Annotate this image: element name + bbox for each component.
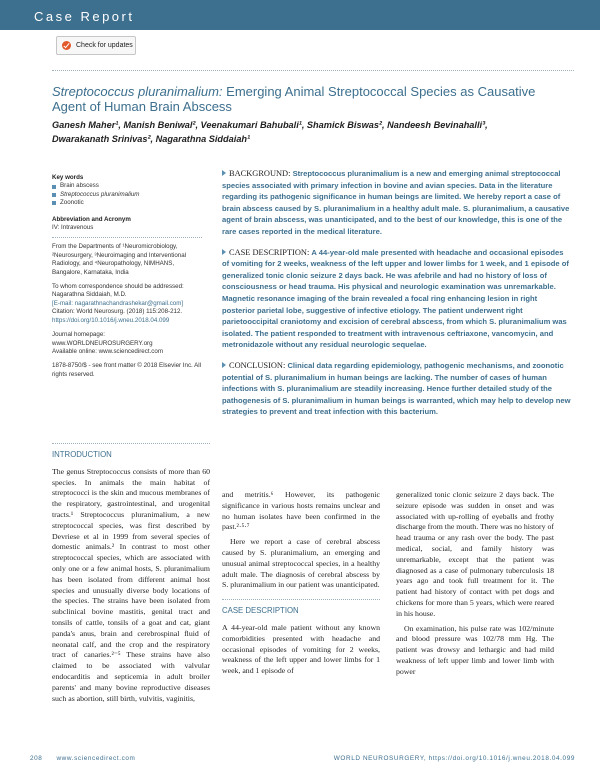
bullet-icon [52,193,56,197]
page-number: 208 [30,755,43,762]
authors-line-2: Dwarakanath Srinivas², Nagarathna Siddaiah¹ [52,134,251,144]
abbreviations-heading: Abbreviation and Acronym [52,215,131,223]
journal-homepage[interactable]: Journal homepage: www.WORLDNEUROSURGERY.org [52,331,153,347]
paragraph: A 44-year-old male patient without any known comorbidities presented with headache and occasional episodes of vomiting for 2 weeks, weakness of the left upper and lower limbs for 1 week, and 1 episode of [222,622,380,676]
abstract [222,168,572,427]
article-sidebar [52,172,202,379]
keyword-item: Brain abscess [52,182,202,190]
author-list [52,118,572,146]
correspondence: To whom correspondence should be addressed: Nagarathna Siddaiah, M.D. [52,283,184,299]
check-updates-label: Check for updates [76,42,133,49]
paragraph: Here we report a case of cerebral abscess caused by S. pluranimalium, an emerging and unusual animal streptococcal species, in a healthy adult male. The diagnosis of cerebral abscess by S. pluranimalium in our patient was unanticipated. [222,537,380,590]
sidebar-divider [52,237,202,238]
keywords-heading: Key words [52,174,84,181]
introduction-heading: INTRODUCTION [52,450,112,459]
bullet-icon [52,185,56,189]
keyword-item: Streptococcus pluranimalium [52,191,202,199]
doi-link[interactable]: https://doi.org/10.1016/j.wneu.2018.04.099 [52,316,170,324]
title-divider [52,70,574,71]
column-2 [222,490,380,681]
citation: Citation: World Neurosurg. (2018) 115:208-212. [52,308,183,316]
copyright-notice: 1878-8750/$ - see front matter © 2018 Elsevier Inc. All rights reserved. [52,362,202,378]
section-header-bar [0,0,600,30]
triangle-icon [222,362,226,368]
page-footer [30,755,575,762]
affiliations: From the Departments of ¹Neuromicrobiology, ²Neurosurgery, ³Neuroimaging and Interventional Radiology, and ⁴Neuropathology, NIMHANS, Bangalore, Karnataka, India [52,243,187,276]
abstract-background: BACKGROUND: Streptococcus pluranimalium is a new and emerging animal streptococcal species associated with primary infection in bovine and avian species. Data in the literature regarding its pathogenic significance in human beings are limited. We hereby report a case of brain abscess caused by S. pluranimalium in a healthy adult male. S. pluranimalium, a causative agent of brain abscess, was unanticipated, and to the best of our knowledge, this is one of the rare cases reported in the medical literature. [222,169,570,236]
available-online[interactable]: Available online: www.sciencedirect.com [52,347,163,355]
abstract-case: CASE DESCRIPTION: A 44-year-old male presented with headache and occasional episodes of vomiting for 2 weeks, weakness of the left upper and lower limbs for 1 week, and 1 episode of generalized tonic clonic seizure 2 days back. He was afebrile and had no history of loss of consciousness or head trauma. His physical and neurologic examination was unremarkable. Magnetic resonance imaging of the brain revealed a focal ring enhancing lesion in right posterior parietal lobe, suggestive of infective etiology. The patient underwent right parietooccipital craniotomy and excision of cerebral abscess, from which S. pluranimalium was isolated. The patient responded to treatment with intravenous ceftriaxone, vancomycin, and metronidazole without any residual neurologic sequelae. [222,247,569,350]
authors-line-1: Ganesh Maher¹, Manish Beniwal², Veenakumari Bahubali¹, Shamick Biswas², Nandeesh Bevinahalli³, [52,120,488,130]
section-divider [52,443,210,444]
paragraph: and metritis.⁶ However, its pathogenic significance in various hosts remains unclear and no human isolates have been confirmed in the past.²·⁵·⁷ [222,490,380,532]
abbreviation-item: IV: Intravenous [52,224,94,232]
triangle-icon [222,249,226,255]
check-updates-icon [62,41,71,50]
footer-site-link[interactable]: www.sciencedirect.com [56,755,136,762]
section-divider [222,599,380,600]
paragraph: On examination, his pulse rate was 102/minute and blood pressure was 102/78 mm Hg. The patient was drowsy and lethargic and had mild weakness of left upper limb and lower limb with power [396,623,554,676]
column-1 [52,443,210,708]
title-species: Streptococcus pluranimalium: [52,84,223,99]
article-title [52,84,572,114]
triangle-icon [222,170,226,176]
title-rest: Emerging Animal Streptococcal Species as Causative Agent of Human Brain Abscess [52,84,536,114]
abstract-conclusion: CONCLUSION: Clinical data regarding epidemiology, pathogenic mechanisms, and zoonotic potential of S. pluranimalium in human beings are lacking. The number of cases of human infections with S. pluranimalium are steadily increasing. Hence further detailed study of the pathogenesis of S. pluranimalium in human beings is warranted, which may help to develop new strategies to prevent and treat infection with this bacterium. [222,360,571,417]
keyword-item: Zoonotic [52,199,202,207]
introduction-paragraph: The genus Streptococcus consists of more than 60 species. In animals the main habitat of streptococci is the skin and mucous membranes of the respiratory, gastrointestinal, and urogenital tracts.¹ Streptococcus pluranimalium, a new streptococcal species, was first described by Devriese et al in 1999 from several species of domestic animals.² In contrast to most other streptococcal species, which are associated with only one or a few animal hosts, S. pluranimalium has been isolated from different animal host species and unusually diverse body locations of the species. The strains have been isolated from subclinical bovine mastitis, genital tract and tonsils of cattle, tonsils of a goat and cat, giant panda's anus, brain and cerebrospinal fluid of neonatal calf, and the crop and the respiratory tract of canaries.²⁻⁵ These strains have also claimed to be associated with valvular endocarditis and septicemia in adult broiler parents' and many bovine reproductive diseases such as abortion, still birth, vulvitis, vaginitis, [52,466,210,703]
section-label: Case Report [34,9,135,24]
footer-journal: WORLD NEUROSURGERY, https://doi.org/10.1016/j.wneu.2018.04.099 [333,755,575,762]
case-description-heading: CASE DESCRIPTION [222,606,299,616]
column-3 [396,490,554,682]
bullet-icon [52,201,56,205]
paragraph: generalized tonic clonic seizure 2 days back. The seizure episode was sudden in onset and was associated with up-rolling of eyeballs and frothy discharge from the mouth. There was no history of head trauma or any rash over the body. The past medical, social, and family history was unremarkable, except that the patient was diagnosed as a case of pulmonary tuberculosis 18 years ago and took full treatment for it. The patient had history of contact with pet dogs and chickens for more than 5 years, which were reared in his house. [396,490,554,618]
correspondence-email[interactable]: [E-mail: nagarathnachandrashekar@gmail.com] [52,299,184,307]
check-for-updates-button[interactable] [56,36,136,55]
